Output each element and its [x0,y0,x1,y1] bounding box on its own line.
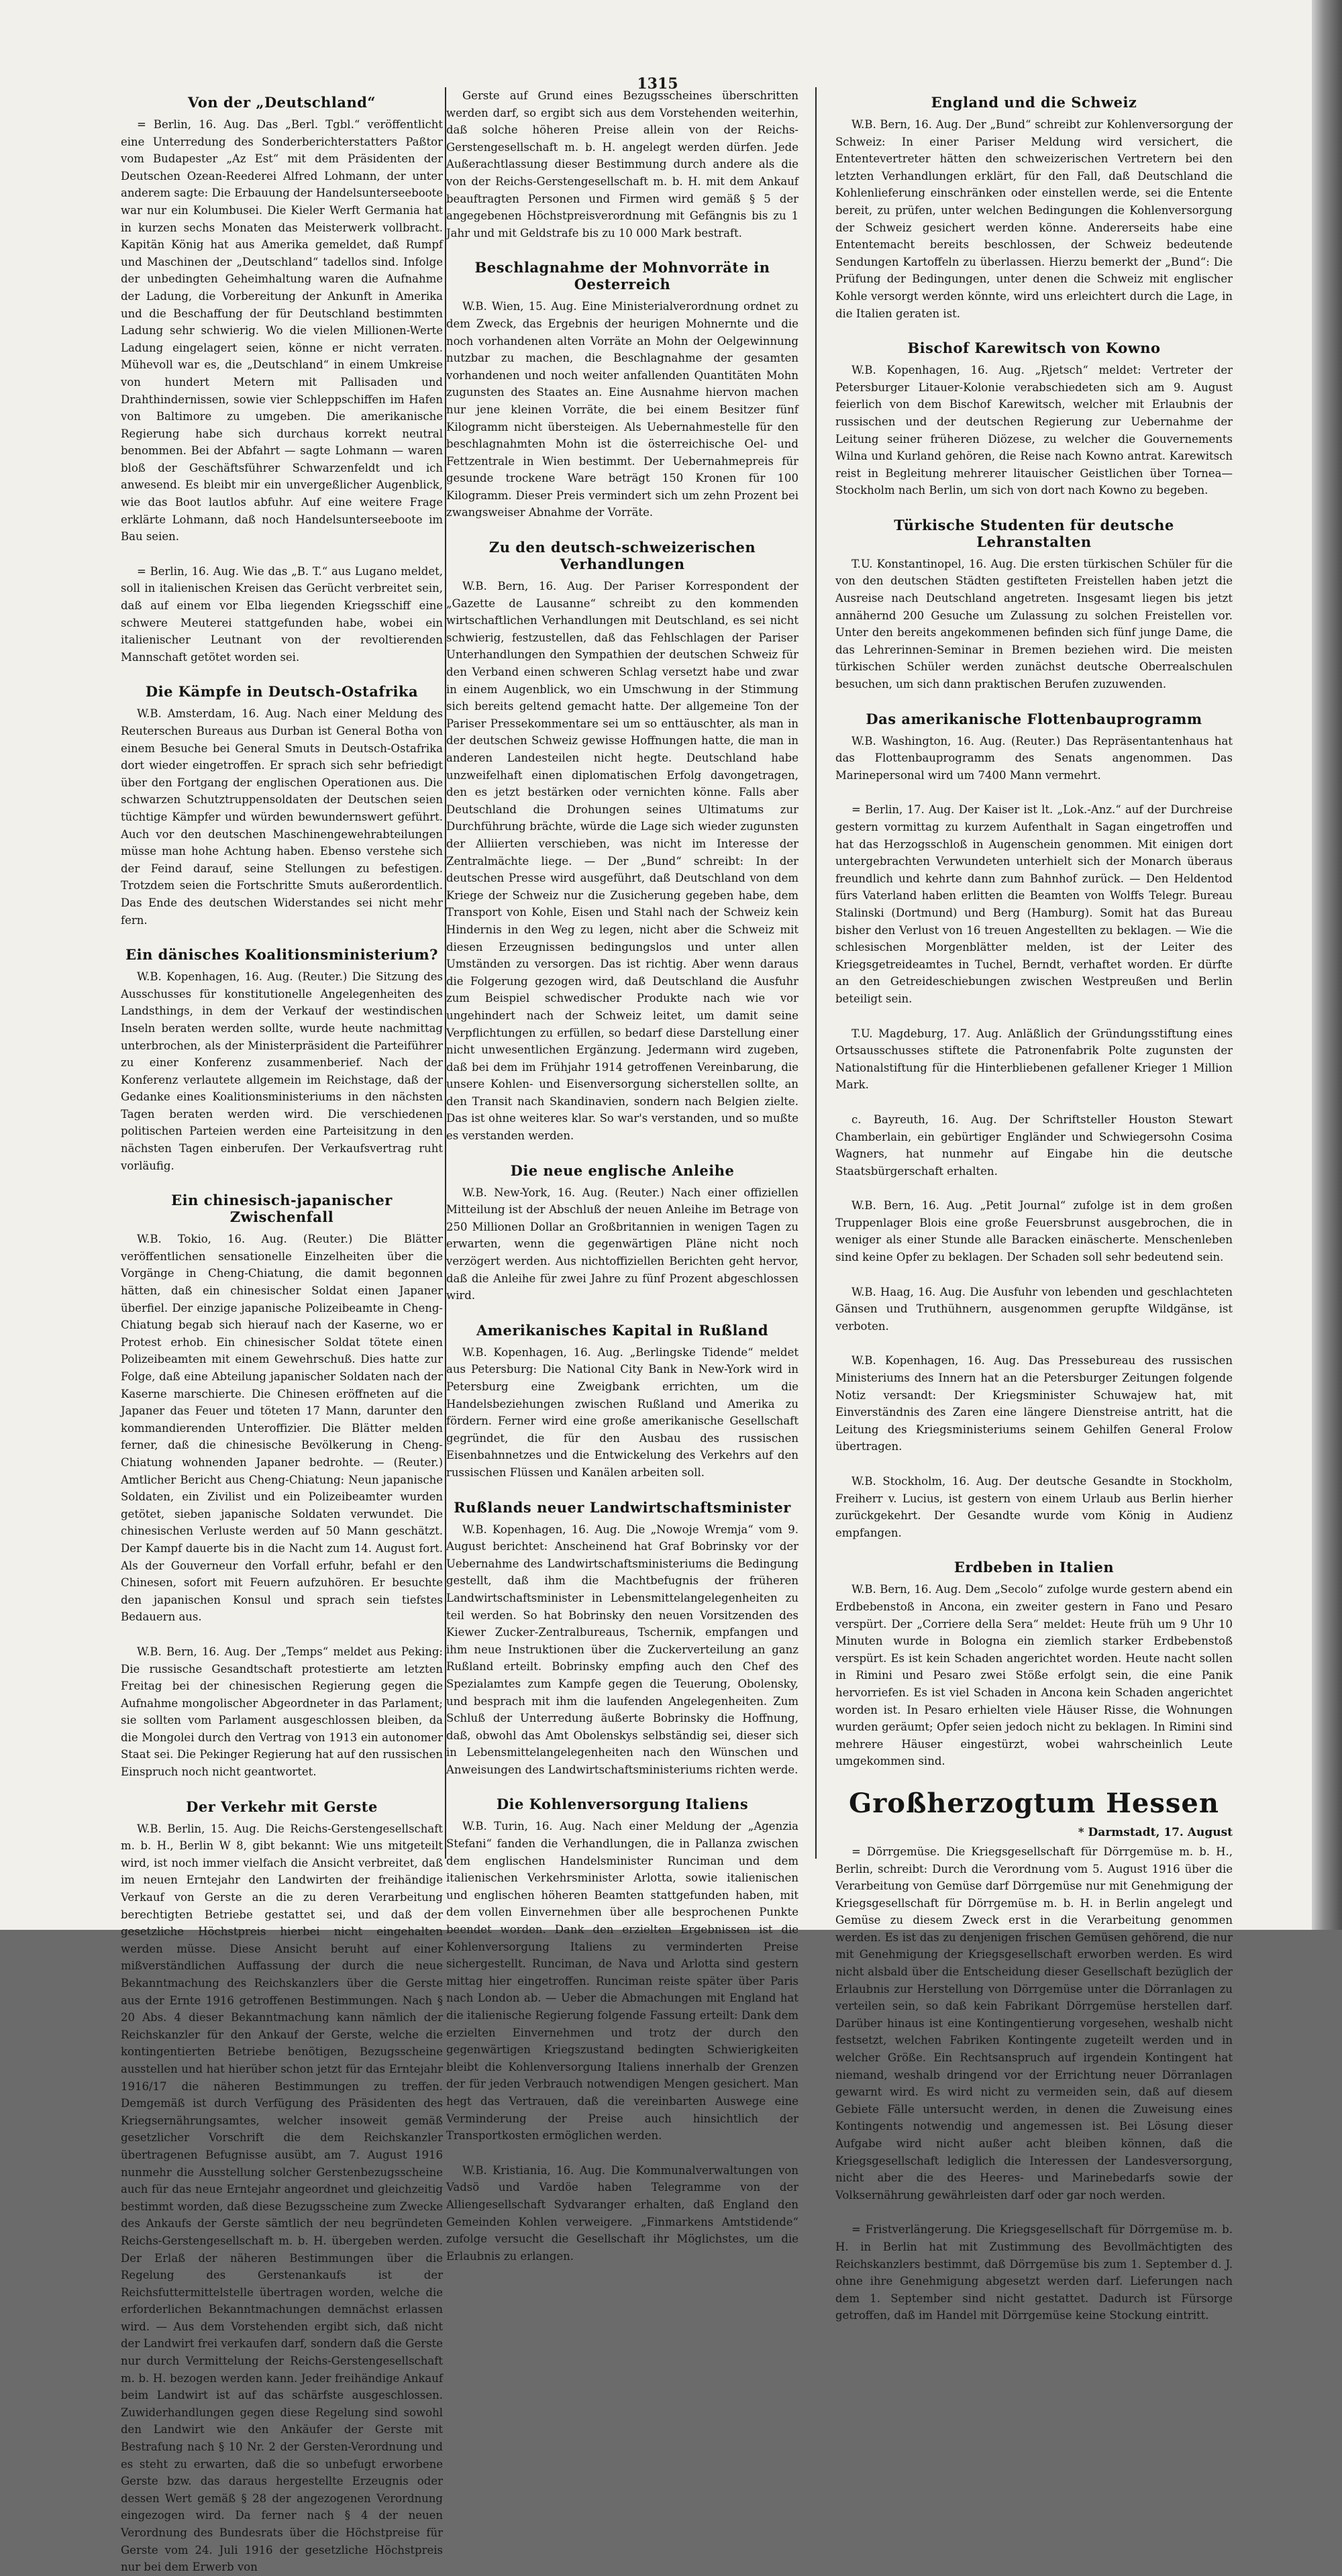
article [835,801,1233,1007]
article-headline: Die Kämpfe in Deutsch-Ostafrika [145,683,419,701]
article [446,1322,798,1482]
article-body: W.B. Bern, 16. Aug. Der Pariser Korrespondent der „Gazette de Lausanne“ schreibt zu den kommenden wirtschaftlichen Verhandlungen mit Deutschland, es sei nicht schwierig, festzustellen, daß das Fehlschlagen der Pariser Unterhandlungen den Sympathien der deutschen Schweiz für den Verband einen schweren Schlag versetzt habe und zwar in einem Augenblick, wo ein Umschwung in der Stimmung sich bereits geltend gemacht hatte. Der allgemeine Ton der Pariser Pressekommentare sei um so enttäuschter, als man in der deutschen Schweiz gewisse Hoffnungen hatte, die man in anderen Landesteilen nicht hegte. Deutschland habe unzweifelhaft einen diplomatischen Erfolg davongetragen, den es jetzt bestärken oder vernichten könne. Falls aber Deutschland die Drohungen seines Ultimatums zur Durchführung brächte, würde die Lage sich wieder zugunsten der Alliierten verschieben, was nicht im Interesse der Zentralmächte liege. — Der „Bund“ schreibt: In der deutschen Presse wird ausgeführt, daß Deutschland von dem Kriege der Schweiz nur die Zusicherung gegeben habe, dem Transport von Kohle, Eisen und Stahl nach der Schweiz kein Hindernis in den Weg zu legen, nicht aber die Schweiz mit diesen Erzeugnissen bedingungslos und unter allen Umständen zu versorgen. Das ist richtig. Aber wenn daraus die Folgerung gezogen wird, daß Deutschland die Ausfuhr zum Beispiel schwedischer Produkte nach wie vor ungehindert nach der Schweiz leitet, um damit seine Verpflichtungen zu erfüllen, so bedarf diese Darstellung einer nicht unwesentlichen Ergänzung. Jedermann wird zugeben, daß bei dem im Frühjahr 1914 getroffenen Vereinbarung, die unsere Kohlen- und Eisenversorgung sicherstellen sollte, an den Transit nach Skandinavien, sondern nach Belgien zielte. Das ist ohne weiteres klar. So war's verstanden, und so mußte es verstanden werden. [446,580,798,1143]
article-body: c. Bayreuth, 16. Aug. Der Schriftsteller Houston Stewart Chamberlain, ein gebürtiger Engländer und Schwiegersohn Cosima Wagners, hat nunmehr auf Eingabe hin die deutsche Staatsbürgerschaft erhalten. [835,1113,1233,1178]
article-body: W.B. Wien, 15. Aug. Eine Ministerialverordnung ordnet zu dem Zweck, das Ergebnis der heurigen Mohnernte und die noch vorhandenen alten Vorräte an Mohn der Oelgewinnung nutzbar zu machen, die Beschlagnahme der gesamten vorhandenen und noch weiter anfallenden Quantitäten Mohn zugunsten des Staates an. Eine Ausnahme hiervon machen nur jene kleinen Vorräte, die bei einem Besitzer fünf Kilogramm nicht übersteigen. Als Uebernahmestelle für den beschlagnahmten Mohn ist die österreichische Oel- und Fettzentrale in Wien bestimmt. Der Uebernahmepreis für gesunde trockene Ware beträgt 150 Kronen für 100 Kilogramm. Dieser Preis vermindert sich um zehn Prozent bei zwangsweiser Abnahme der Vorräte. [446,300,798,519]
article-body: = Fristverlängerung. Die Kriegsgesellschaft für Dörrgemüse m. b. H. in Berlin hat mit Zustimmung des Bevollmächtigten des Reichskanzlers bestimmt, daß Dörrgemüse bis zum 1. September d. J. ohne ihre Genehmigung abgesetzt werden darf. Lieferungen nach dem 1. September sind nicht gestattet. Dadurch ist Fürsorge getroffen, daß im Handel mit Dörrgemüse keine Stockung eintritt. [835,2223,1233,2322]
article-body: Gerste auf Grund eines Bezugsscheines überschritten werden darf, so ergibt sich aus dem Vorstehenden weiterhin, daß solche höheren Preise allein von der Reichs-Gerstengesellschaft m. b. H. angelegt werden dürfen. Jede Außerachtlassung dieser Bestimmung durch andere als die von der Reichs-Gerstengesellschaft m. b. H. mit dem Ankauf beauftragten Personen und Firmen wird gemäß § 5 der angegebenen Höchstpreisverordnung mit Gefängnis bis zu 1 Jahr und mit Geldstrafe bis zu 10 000 Mark bestraft. [446,89,798,240]
article [446,2162,798,2265]
article-headline: Ein chinesisch-japanischer Zwischenfall [171,1192,393,1226]
article-body: W.B. Berlin, 15. Aug. Die Reichs-Gerstengesellschaft m. b. H., Berlin W 8, gibt bekannt: Wie uns mitgeteilt wird, ist noch immer vielfach die Ansicht verbreitet, daß im neuen Erntejahr den Landwirten der freihändige Verkauf von Gerste an die zu deren Verarbeitung berechtigten Betriebe gestattet sei, und daß der gesetzliche Höchstpreis hierbei nicht eingehalten werden müsse. Diese Ansicht beruht auf einer mißverständlichen Auffassung der durch die neue Bekanntmachung des Reichskanzlers über die Gerste aus der Ernte 1916 getroffenen Bestimmungen. Nach § 20 Abs. 4 dieser Bekanntmachung kann nämlich der Reichskanzler für den Ankauf der Gerste, welche die kontingentierten Betriebe benötigen, Bezugsscheine ausstellen und hat hierüber schon jetzt für das Erntejahr 1916/17 die näheren Bestimmungen zu treffen. Demgemäß ist durch Verfügung des Präsidenten des Kriegsernährungsamtes, welcher insoweit gemäß gesetzlicher Vorschrift die dem Reichskanzler übertragenen Befugnisse ausübt, am 7. August 1916 nunmehr die Ausstellung solcher Gerstenbezugsscheine auch für das neue Erntejahr angeordnet und gleichzeitig bestimmt worden, daß diese Bezugsscheine zum Zwecke des Ankaufs der Gerste sämtlich der neu begründeten Reichs-Gerstengesellschaft m. b. H. übergeben werden. Der Erlaß der näheren Bestimmungen über die Regelung des Gerstenankaufs ist der Reichsfuttermittelstelle übertragen worden, welche die erforderlichen Bekanntmachungen demnächst erlassen wird. — Aus dem Vorstehenden ergibt sich, daß nicht der Landwirt frei verkaufen darf, sondern daß die Gerste nur durch Vermittelung der Reichs-Gerstengesellschaft m. b. H. bezogen werden kann. Jeder freihändige Ankauf beim Landwirt ist auf das schärfste ausgeschlossen. Zuwiderhandlungen gegen diese Regelung sind sowohl den Landwirt wie den Ankäufer der Gerste mit Bestrafung nach § 10 Nr. 2 der Gersten-Verordnung und es steht zu erwarten, daß die so unbefugt erworbene Gerste bzw. das daraus hergestellte Erzeugnis oder dessen Wert gemäß § 28 der angezogenen Verordnung eingezogen wird. Da ferner nach § 4 der neuen Verordnung des Bundesrats über die Höchstpreise für Gerste vom 24. Juli 1916 der gesetzliche Höchstpreis nur bei dem Erwerb von [121,1822,443,2574]
article-body: W.B. Tokio, 16. Aug. (Reuter.) Die Blätter veröffentlichen sensationelle Einzelheiten über die Vorgänge in Cheng-Chiatung, die damit begonnen hätten, daß ein chinesischer Soldat einen Japaner überfiel. Der einzige japanische Polizeibeamte in Cheng-Chiatung begab sich hierauf nach der Kaserne, wo er Protest erhob. Ein chinesischer Soldat tötete einen Polizeibeamten mit einem Gewehrschuß. Dies hatte zur Folge, daß eine Abteilung japanischer Soldaten nach der Kaserne marschierte. Die Chinesen eröffneten auf die Japaner das Feuer und töteten 17 Mann, darunter den kommandierenden Unteroffizier. Die Blätter melden ferner, daß die chinesische Bevölkerung in Cheng-Chiatung wohnenden Japaner bedrohte. — (Reuter.) Amtlicher Bericht aus Cheng-Chiatung: Neun japanische Soldaten, ein Zivilist und ein Polizeibeamter wurden getötet, sieben japanische Soldaten verwundet. Die chinesischen Verluste werden auf 50 Mann geschätzt. Der Kampf dauerte bis in die Nacht zum 14. August fort. Als der Gouverneur den Vorfall erfuhr, befahl er den Chinesen, sofort mit Feuern aufzuhören. Er besuchte den japanischen Konsul und sprach sein tiefstes Bedauern aus. [121,1233,443,1624]
article [835,94,1233,322]
article-body: W.B. Kopenhagen, 16. Aug. (Reuter.) Die Sitzung des Ausschusses für konstitutionelle Angelegenheiten des Landsthings, in dem der Verkauf der westindischen Inseln beraten werden sollte, wurde heute nachmittag unterbrochen, als der Ministerpräsident die Parteiführer zu einer Konferenz zusammenberief. Nach der Konferenz verlautete allgemein im Reichstage, daß der Gedanke eines Koalitionsministeriums in den nächsten Tagen beraten werden wird. Die verschiedenen politischen Parteien werden eine Parteisitzung in den nächsten Tagen einberufen. Der Verkaufsvertrag ruht vorläufig. [121,970,443,1172]
article [835,1111,1233,1180]
article [835,1352,1233,1455]
article-headline: Ein dänisches Koalitionsministerium? [125,946,438,964]
article [121,1643,443,1781]
article-body: W.B. Bern, 16. Aug. Der „Temps“ meldet aus Peking: Die russische Gesandtschaft protestierte am letzten Freitag bei der chinesischen Regierung gegen die Aufnahme mongolischer Abgeordneter in das Parlament; sie sollten vom Parlament ausgeschlossen bleiben, da die Mongolei durch den Vertrag von 1913 ein autonomer Staat sei. Die Pekinger Regierung hat auf den russischen Einspruch noch nicht geantwortet. [121,1645,443,1779]
column-2 [446,87,798,2263]
article-body: W.B. Turin, 16. Aug. Nach einer Meldung der „Agenzia Stefani“ fanden die Verhandlungen, die in Pallanza zwischen dem englischen Handelsminister Runciman und dem italienischen Verkehrsminister Arlotta, sowie italienischen und englischen höheren Beamten stattgefunden haben, mit dem vollen Einvernehmen über alle besprochenen Punkte beendet worden. Dank den erzielten Ergebnissen ist die Kohlenversorgung Italiens zu verminderten Preise sichergestellt. Runciman, de Nava und Arlotta sind gestern mittag hier eingetroffen. Runciman reiste später über Paris nach London ab. — Ueber die Abmachungen mit England hat die italienische Regierung folgende Fassung erteilt: Dank dem erzielten Einvernehmen und trotz der durch den gegenwärtigen Kriegszustand bedingten Schwierigkeiten bleibt die Kohlenversorgung Italiens innerhalb der Grenzen der für jeden Verbrauch notwendigen Mengen gesichert. Man hegt das Vertrauen, daß die vereinbarten Auswege eine Verminderung der Preise auch hinsichtlich der Transportkosten ermöglichen werden. [446,1820,798,2143]
article [121,946,443,1174]
article-body: W.B. Washington, 16. Aug. (Reuter.) Das Repräsentantenhaus hat das Flottenbauprogramm des Senats angenommen. Das Marinepersonal wird um 7400 Mann vermehrt. [835,734,1233,782]
article-headline: Erdbeben in Italien [953,1559,1115,1576]
article-body: W.B. Bern, 16. Aug. Der „Bund“ schreibt zur Kohlenversorgung der Schweiz: In einer Pariser Meldung wird versichert, die Ententevertreter hätten den schweizerischen Vertretern bei den letzten Verhandlungen erklärt, für den Fall, daß Deutschland die Kohlenlieferung einschränken oder einstellen werde, sei die Entente bereit, zu prüfen, unter welchen Bedingungen die Kohlenversorgung der Schweiz gesichert werden könne. Andererseits habe eine Ententemacht bereits beschlossen, der Schweiz bedeutende Sendungen Kartoffeln zu überlassen. Hierzu bemerkt der „Bund“: Die Prüfung der Bedingungen, unter denen die Schweiz mit englischer Kohle versorgt werden könnte, wird uns erleichtert durch die Lage, in die Italien geraten ist. [835,118,1233,320]
dateline: * Darmstadt, 17. August [1078,1825,1233,1839]
article [835,1473,1233,1541]
page-number: 1315 [637,75,678,93]
column-3 [835,87,1233,2322]
article-headline: Amerikanisches Kapital in Rußland [476,1321,769,1339]
article-headline: Die Kohlenversorgung Italiens [496,1796,749,1813]
article-body: W.B. Stockholm, 16. Aug. Der deutsche Gesandte in Stockholm, Freiherr v. Lucius, ist gestern von einem Urlaub aus Berlin hierher zurückgekehrt. Der Gesandte wurde vom König in Audienz empfangen. [835,1475,1233,1539]
article [121,94,443,546]
article-headline: Bischof Karewitsch von Kowno [907,340,1161,357]
article [121,1798,443,2576]
article-body: T.U. Magdeburg, 17. Aug. Anläßlich der Gründungsstiftung eines Ortsausschusses stiftete die Patronenfabrik Polte zugunsten der Nationalstiftung für die Hinterbliebenen gefallener Krieger 1 Million Mark. [835,1027,1233,1092]
article [835,1197,1233,1266]
column-1 [121,87,443,2574]
article [835,1788,1233,2204]
article-headline: Rußlands neuer Landwirtschaftsminister [454,1498,791,1516]
article-body: W.B. Kopenhagen, 16. Aug. Die „Nowoje Wremja“ vom 9. August berichtet: Anscheinend hat Graf Bobrinsky vor der Uebernahme des Landwirtschaftsministeriums die Bedingung gestellt, daß ihm die Machtbefugnis der früheren Landwirtschaftsminister in Lebensmittelangelegenheiten zu teil werden. So hat Bobrinsky den neuen Vorsitzenden des Kiewer Zucker-Zentralbureaus, Tschernik, empfangen und ihm neue Instruktionen über die Zuckerverteilung an ganz Rußland erteilt. Bobrinsky empfing auch den Chef des Spezialamtes zum Kampfe gegen die Teuerung, Obolensky, und besprach mit ihm die laufenden Angelegenheiten. Zum Schluß der Unterredung äußerte Bobrinsky die Hoffnung, daß, obwohl das Amt Obolenskys selbständig sei, dieser sich in Lebensmittelangelegenheiten nach den Wünschen und Anweisungen des Landwirtschaftsministeriums richten werde. [446,1523,798,1776]
article [835,711,1233,784]
article-headline: Beschlagnahme der Mohnvorräte in Oesterreich [474,259,770,293]
article [446,1796,798,2144]
article-body: = Berlin, 16. Aug. Wie das „B. T.“ aus Lugano meldet, soll in italienischen Kreisen das Gerücht verbreitet sein, daß auf einem vor Elba liegenden Kriegsschiff eine schwere Meuterei stattgefunden habe, wobei ein italienischer Leutnant von der revoltierenden Mannschaft getötet worden sei. [121,564,443,664]
article [835,1284,1233,1335]
article [835,1559,1233,1770]
article-body: W.B. New-York, 16. Aug. (Reuter.) Nach einer offiziellen Mitteilung ist der Abschluß der neuen Anleihe im Betrage von 250 Millionen Dollar an Großbritannien in wenigen Tagen zu erwarten, wenn die gegenwärtigen Pläne nicht noch verzögert werden. Aus nichtoffiziellen Berichten geht hervor, daß die Anleihe für zwei Jahre zu fünf Prozent abgeschlossen wird. [446,1186,798,1302]
article-headline: England und die Schweiz [931,94,1137,111]
article [446,1499,798,1779]
article-body: = Berlin, 17. Aug. Der Kaiser ist lt. „Lok.-Anz.“ auf der Durchreise gestern vormittag zu kurzem Aufenthalt in Sagan eingetroffen und hat das Herzogsschloß in Augenschein genommen. Mit einigen dort untergebrachten Verwundeten unterhielt sich der Monarch überaus freundlich und kehrte dann zum Bahnhof zurück. — Den Heldentod fürs Vaterland haben erlitten die Beamten von Wolffs Telegr. Bureau Stalinski (Dortmund) und Berg (Hamburg). Somit hat das Bureau bisher den Verlust von 16 treuen Angestellten zu beklagen. — Wie die schlesischen Morgenblätter melden, ist der Leiter des Kriegsgetreideamtes in Tuchel, Berndt, verhaftet worden. Er dürfte an den Getreideschiebungen zwischen Westpreußen und Berlin beteiligt sein. [835,803,1233,1005]
article-headline: Großherzogtum Hessen [849,1787,1219,1819]
article [835,340,1233,499]
article [835,1025,1233,1094]
article-body: W.B. Kopenhagen, 16. Aug. Das Pressebureau des russischen Ministeriums des Innern hat an die Petersburger Zeitungen folgende Notiz versandt: Der Kriegsminister Schuwajew hat, mit Einverständnis des Zaren eine längere Dienstreise antritt, hat die Leitung des Kriegsministeriums seinem Gehilfen General Frolow übertragen. [835,1354,1233,1453]
article-body: T.U. Konstantinopel, 16. Aug. Die ersten türkischen Schüler für die von den deutschen Städten gestifteten Freistellen haben jetzt die Ausreise nach Deutschland angetreten. Insgesamt liegen bis jetzt annähernd 200 Gesuche um Zulassung zu solchen Freistellen vor. Unter den bereits angekommenen befinden sich fünf junge Dame, die das Lehrerinnen-Seminar in Bremen beziehen wird. Die meisten türkischen Schüler werden zunächst deutsche Oberrealschulen besuchen, um sich dann praktischen Berufen zuzuwenden. [835,557,1233,691]
article-body: W.B. Kopenhagen, 16. Aug. „Rjetsch“ meldet: Vertreter der Petersburger Litauer-Kolonie verabschiedeten sich am 9. August feierlich von dem Bischof Karewitsch, welcher mit Erlaubnis der russischen und der deutschen Regierung zur Uebernahme der Leitung seiner früheren Diözese, zu welcher die Gouvernements Wilna und Kurland gehören, die Reise nach Kowno antrat. Karewitsch reist in Begleitung mehrerer litauischer Geistlichen über Tornea—Stockholm nach Berlin, um sich von dort nach Kowno zu begeben. [835,364,1233,497]
article-body: W.B. Bern, 16. Aug. Dem „Secolo“ zufolge wurde gestern abend ein Erdbebenstoß in Ancona, ein zweiter gestern in Fano und Pesaro verspürt. Der „Corriere della Sera“ meldet: Heute früh um 9 Uhr 10 Minuten wurde in Bologna ein ziemlich starker Erdbebenstoß verspürt. Es ist kein Schaden angerichtet worden. Heute nacht sollen in Rimini und Pesaro zwei Stöße erfolgt sein, die eine Panik hervorriefen. Es ist viel Schaden in Ancona kein Schaden angerichtet worden ist. In Pesaro erhielten viele Häuser Risse, die Wohnungen wurden geräumt; Opfer seien jedoch nicht zu beklagen. In Rimini sind mehrere Häuser eingestürzt, wobei wahrscheinlich Leute umgekommen sind. [835,1583,1233,1768]
article-body: W.B. Amsterdam, 16. Aug. Nach einer Meldung des Reuterschen Bureaus aus Durban ist General Botha von einem Besuche bei General Smuts in Deutsch-Ostafrika dort wieder eingetroffen. Er sprach sich sehr befriedigt über den Fortgang der englischen Operationen aus. Die schwarzen Schutztruppensoldaten der Deutschen seien tüchtige Kämpfer und würden bewundernswert geführt. Auch vor den deutschen Maschinengewehrabteilungen müsse man hohe Achtung haben. Ebenso verstehe sich der Feind darauf, seine Stellungen zu befestigen. Trotzdem seien die Fortschritte Smuts außerordentlich. Das Ende des deutschen Widerstandes sei nicht mehr fern. [121,707,443,927]
article-body: = Berlin, 16. Aug. Das „Berl. Tgbl.“ veröffentlicht eine Unterredung des Sonderberichterstatters Paßtor vom Budapester „Az Est“ mit dem Präsidenten der Deutschen Ozean-Reederei Alfred Lohmann, der unter anderem sagte: Die Erbauung der Handelsunterseeboote war nur ein Kolumbusei. Die Kieler Werft Germania hat in kurzen sechs Monaten das Meisterwerk vollbracht. Kapitän König hat aus Amerika gemeldet, daß Rumpf und Maschinen der „Deutschland“ tadellos sind. Infolge der unbedingten Geheimhaltung waren die Aufnahme der Ladung, die Vorbereitung der Ankunft in Amerika und die Beschaffung der für Deutschland bestimmten Ladung sehr schwierig. Wo die vielen Millionen-Werte Ladung eingelagert seien, könne er nicht verraten. Mühevoll war es, die „Deutschland“ in einem Umkreise von hundert Metern mit Pallisaden und Drahthindernissen, sowie vier Schleppschiffen im Hafen von Baltimore zu umgeben. Die amerikanische Regierung habe sich durchaus korrekt neutral benommen. Bei der Abfahrt — sagte Lohmann — waren bloß der Geschäftsführer Schwarzenfeldt und ich anwesend. Es bleibt mir ein unvergeßlicher Augenblick, wie das Boot lautlos abfuhr. Auf eine weitere Frage erklärte Lohmann, daß noch Handelsunterseeboote im Bau seien. [121,118,443,544]
article [835,517,1233,693]
article [121,683,443,929]
article [121,1192,443,1626]
column-rule-right [815,87,817,1859]
article-headline: Der Verkehr mit Gerste [186,1798,378,1815]
article-headline: Zu den deutsch-schweizerischen Verhandlungen [488,539,756,573]
article-body: W.B. Bern, 16. Aug. „Petit Journal“ zufolge ist in dem großen Truppenlager Blois eine große Feuersbrunst ausgebrochen, die in weniger als einer Stunde alle Baracken einäscherte. Menschenleben sind keine Opfer zu beklagen. Der Schaden soll sehr bedeutend sein. [835,1199,1233,1264]
article-body: W.B. Kristiania, 16. Aug. Die Kommunalverwaltungen von Vadsö und Vardöe haben Telegramme von der Alliengesellschaft Sydvaranger erhalten, daß England den Gemeinden Kohlen verweigere. „Finmarkens Amtstidende“ zufolge versucht die Gesellschaft ihr Möglichstes, um die Erlaubnis zu erlangen. [446,2163,798,2263]
article [121,563,443,666]
article-headline: Türkische Studenten für deutsche Lehranstalten [894,516,1174,550]
article [446,259,798,521]
article-body: = Dörrgemüse. Die Kriegsgesellschaft für Dörrgemüse m. b. H., Berlin, schreibt: Durch die Verordnung vom 5. August 1916 über die Verarbeitung von Gemüse darf Dörrgemüse nur mit Genehmigung der Kriegsgesellschaft für Dörrgemüse m. b. H. in Berlin angelegt und Gemüse zu diesem Zweck erst in die Verarbeitung genommen werden. Es ist das zu denjenigen frischen Gemüsen gehörend, die nur mit Genehmigung der Kriegsgesellschaft erworben werden. Es wird nicht alsbald über die Entscheidung dieser Gesellschaft bezüglich der Erlaubnis zur Herstellung von Dörrgemüse unter die Dörranlagen zu verteilen sein, so daß kein Fabrikant Dörrgemüse herstellen darf. Darüber hinaus ist eine Kontingentierung vorgesehen, weshalb nicht festsetzt, welchen Fabriken Kontingente zugeteilt werden und in welcher Größe. Ein Rechtsanspruch auf irgendein Kontingent hat niemand, weshalb dringend vor der Errichtung neuer Dörranlagen gewarnt wird. Es wird nicht zu vermeiden sein, daß auf diesem Gebiete Fälle untersucht werden, in denen die Zuweisung eines Kontingents notwendig und angemessen ist. Bei Lösung dieser Aufgabe wird nicht außer acht bleiben können, daß die Kriegsgesellschaft lediglich die Interessen der Landesversorgung, nicht aber die des Heeres- und Marinebedarfs sowie der Volksernährung gewährleisten darf oder gar noch werden. [835,1845,1233,2202]
article [446,539,798,1145]
article-body: W.B. Haag, 16. Aug. Die Ausfuhr von lebenden und geschlachteten Gänsen und Truthühnern, ausgenommen gerupfte Wildgänse, ist verboten. [835,1285,1233,1333]
article-headline: Die neue englische Anleihe [510,1162,735,1179]
page-binding-edge [1312,0,1342,1930]
article-headline: Das amerikanische Flottenbauprogramm [866,710,1202,727]
article-headline: Von der „Deutschland“ [188,94,376,111]
article-body: W.B. Kopenhagen, 16. Aug. „Berlingske Tidende“ meldet aus Petersburg: Die National City Bank in New-York wird in Petersburg eine Zweigbank errichten, um die Handelsbeziehungen zwischen Rußland und Amerika zu fördern. Ferner wird eine große amerikanische Gesellschaft gegründet, die für den Ausbau des russischen Eisenbahnnetzes und die Entwickelung des Verkehrs auf den russischen Flüssen und Kanälen arbeiten soll. [446,1345,798,1479]
article [446,87,798,242]
article [446,1162,798,1304]
article [835,2221,1233,2324]
